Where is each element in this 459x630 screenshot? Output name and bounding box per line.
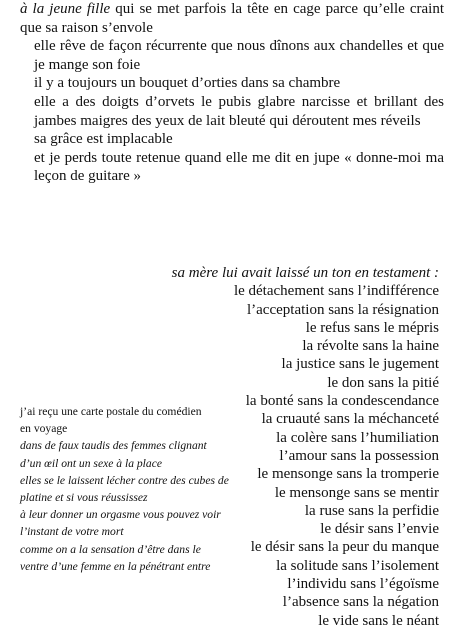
testament-line: le refus sans le mépris [305, 319, 439, 336]
postcard-italic-line: d’un œil ont un sexe à la place [20, 456, 162, 470]
testament-line: le désir sans l’envie [320, 521, 439, 538]
testament-line: le désir sans la peur du manque [250, 539, 439, 556]
poem-paragraph-4: elle a des doigts d’orvets le pubis glabre narcisse et brillant des jambes maigres des yeux de lait bleuté qui déroutent mes réveils [34, 93, 444, 129]
poem-paragraph-1-text: qui se met parfois la tête en cage parce qu’elle craint que sa raison s’envole [20, 1, 444, 36]
postcard-column [20, 403, 228, 575]
postcard-italic-line: ventre d’une femme en la pénétrant entre [20, 559, 211, 573]
testament-line: le mensonge sans la tromperie [257, 466, 439, 483]
testament-line: le vide sans le néant [318, 612, 439, 629]
postcard-italic-line: elles se le laissent lécher contre des cubes de [20, 473, 229, 487]
testament-line: la justice sans le jugement [281, 356, 439, 373]
testament-line: le don sans la pitié [327, 374, 439, 391]
testament-line: la bonté sans la condescendance [245, 393, 439, 410]
testament-line: la ruse sans la perfidie [304, 502, 439, 519]
testament-line: le détachement sans l’indifférence [233, 283, 439, 300]
poem-paragraph-3: il y a toujours un bouquet d’orties dans sa chambre [34, 75, 341, 92]
testament-heading: sa mère lui avait laissé un ton en testament : [171, 265, 439, 281]
poem-paragraph-6: et je perds toute retenue quand elle me dit en jupe « donne-moi ma leçon de guitare » [34, 149, 444, 185]
testament-line: la révolte sans la haine [302, 338, 439, 355]
postcard-italic-line: platine et si vous réussissez [20, 491, 148, 505]
poem-paragraph-5: sa grâce est implacable [34, 131, 173, 148]
postcard-italic-line: à leur donner un orgasme vous pouvez voir [20, 508, 221, 522]
opening-poem [20, 0, 444, 186]
postcard-italic-line: l’instant de votre mort [20, 525, 124, 539]
poem-paragraph-2: elle rêve de façon récurrente que nous dînons aux chandelles et que je mange son foie [34, 38, 444, 73]
testament-line: l’amour sans la possession [279, 447, 439, 464]
testament-line: la solitude sans l’isolement [276, 557, 439, 574]
testament-line: la colère sans l’humiliation [276, 429, 439, 446]
postcard-italic-line: dans de faux taudis des femmes clignant [20, 439, 207, 453]
testament-line: le mensonge sans se mentir [274, 484, 439, 501]
poem-title-phrase: à la jeune fille [20, 1, 111, 17]
testament-line: l’absence sans la négation [282, 594, 439, 611]
postcard-italic-line: comme on a la sensation d’être dans le [20, 542, 201, 556]
testament-line: l’acceptation sans la résignation [246, 301, 439, 318]
poem-paragraph-1 [20, 0, 444, 37]
postcard-line: en voyage [20, 422, 68, 436]
postcard-line: j’ai reçu une carte postale du comédien [20, 405, 202, 418]
testament-line: la cruauté sans la méchanceté [261, 411, 439, 428]
testament-line: l’individu sans l’égoïsme [287, 576, 439, 593]
